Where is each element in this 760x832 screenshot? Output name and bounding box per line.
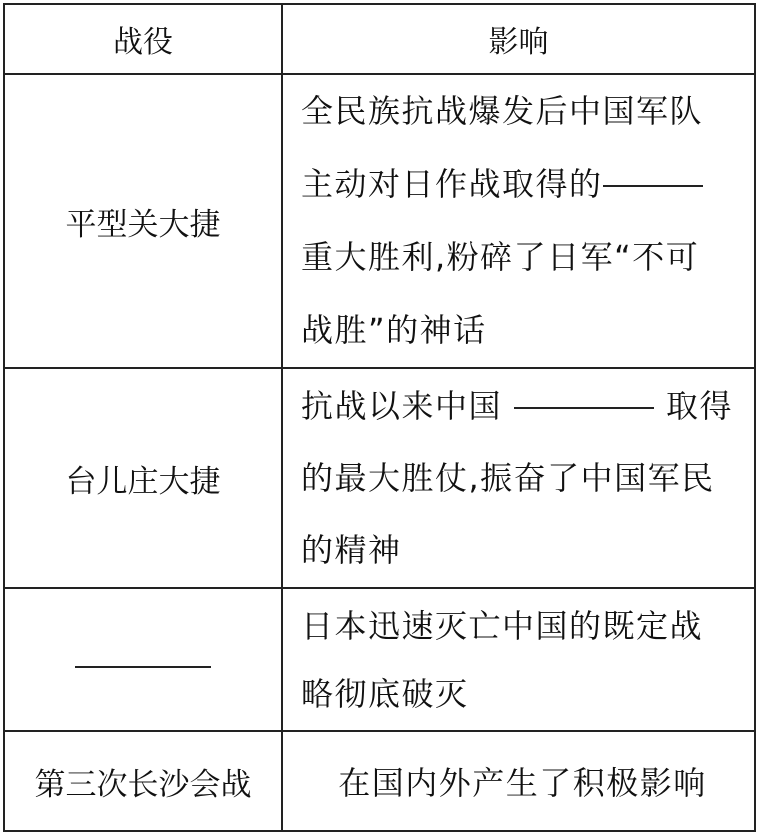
battle-name-blank-cell [4,588,282,731]
battles-table [3,3,756,832]
effect-cell [282,731,755,831]
effect-cell [282,74,755,368]
effect-line: 在国内外产生了积极影响 [338,764,707,802]
effect-text: 抗战以来中国 [301,387,503,425]
effect-line: 略彻底破灭 [301,674,469,713]
effect-text: 取得 [666,387,734,425]
table-row [4,368,755,588]
effect-line: 日本迅速灭亡中国的既定战 [301,606,704,645]
effect-text: 主动对日作战取得的 [301,165,603,203]
effect-line: 战胜”的神话 [301,311,487,349]
header-effect: 影响 [282,4,755,74]
effect-cell [282,588,755,731]
header-battle: 战役 [4,4,282,74]
table-row [4,588,755,731]
table-row [4,74,755,368]
answer-blank [75,636,211,668]
effect-line: 的最大胜仗,振奋了中国军民 [301,459,715,497]
effect-line [301,370,744,442]
answer-blank [514,377,654,409]
table-row [4,731,755,831]
effect-line: 全民族抗战爆发后中国军队 [301,92,704,130]
battle-name: 台儿庄大捷 [4,368,282,588]
battle-name: 平型关大捷 [4,74,282,368]
battle-name: 第三次长沙会战 [4,731,282,831]
header-row [4,4,755,74]
effect-line [301,148,744,221]
effect-cell [282,368,755,588]
effect-line: 重大胜利,粉碎了日军“不可 [301,238,700,276]
answer-blank [603,155,703,187]
effect-line: 的精神 [301,531,402,569]
